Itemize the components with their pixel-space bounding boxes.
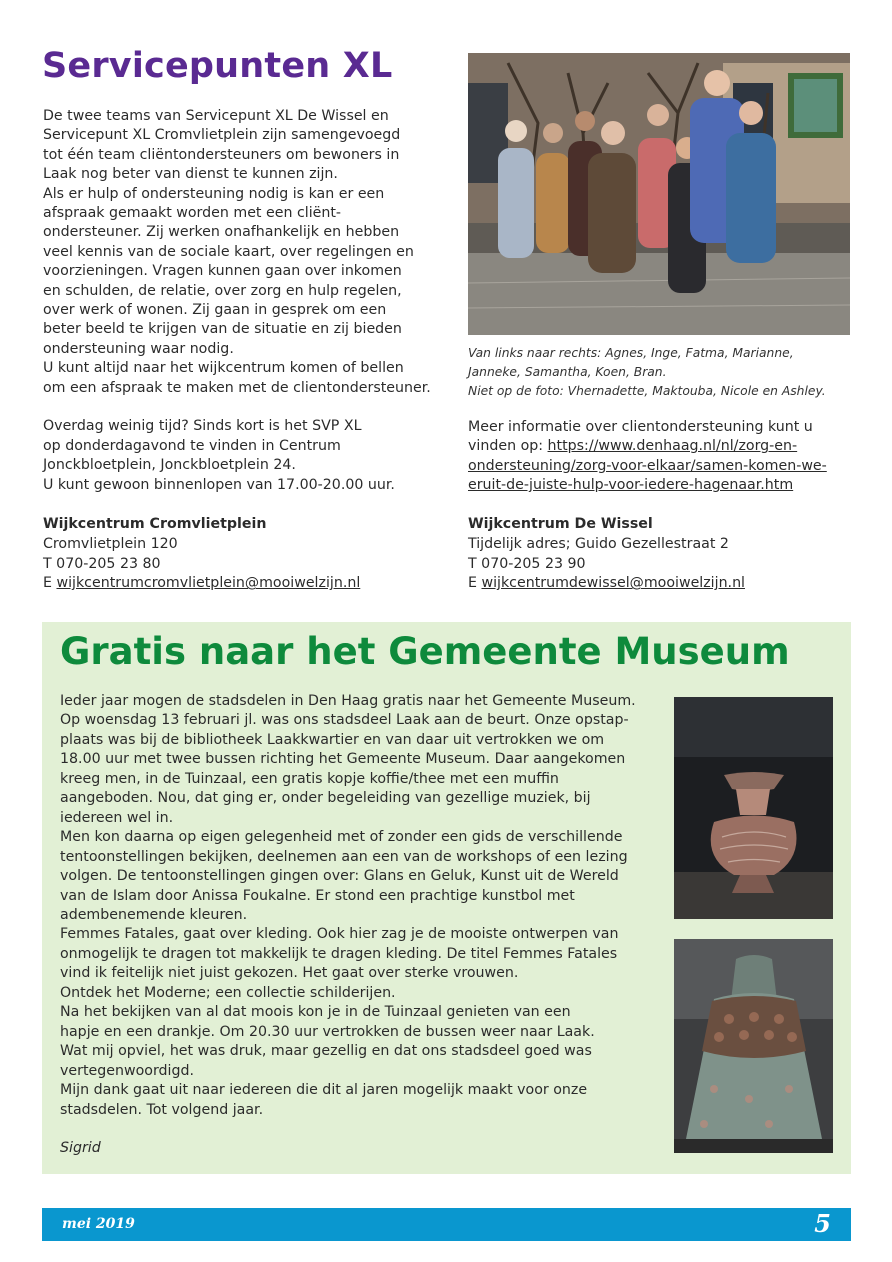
text-line: en schulden, de relatie, over zorg en hulp regelen, — [43, 282, 402, 299]
center-name: Wijkcentrum De Wissel — [468, 516, 653, 532]
page-footer — [42, 1208, 851, 1241]
text-line: Na het bekijken van al dat moois kon je in de Tuinzaal genieten van een — [60, 1004, 571, 1021]
info-link[interactable]: eruit-de-juiste-hulp-voor-iedere-hagenaar.htm — [468, 477, 794, 494]
text-line: over werk of wonen. Zij gaan in gesprek om een — [43, 302, 387, 319]
text-line: Op woensdag 13 februari jl. was ons stadsdeel Laak aan de beurt. Onze opstap- — [60, 712, 629, 729]
text-line — [468, 457, 858, 476]
text-line: tentoonstellingen bekijken, deelnemen aan een van de workshops of een lezing — [60, 848, 628, 865]
text-line: Femmes Fatales, gaat over kleding. Ook hier zag je de mooiste ontwerpen van — [60, 926, 619, 943]
text-line: U kunt altijd naar het wijkcentrum komen of bellen — [43, 360, 404, 377]
text-line: om een afspraak te maken met de clientondersteuner. — [43, 379, 431, 396]
vase-photo — [674, 697, 833, 919]
text-line: Overdag weinig tijd? Sinds kort is het SVP XL — [43, 418, 362, 435]
email-link[interactable]: wijkcentrumcromvlietplein@mooiwelzijn.nl — [56, 575, 361, 592]
center-de-wissel — [468, 515, 868, 594]
text-line: van de Islam door Anissa Foukalne. Er stond een prachtige kunstbol met — [60, 887, 575, 904]
text-line: Laak nog beter van dienst te kunnen zijn. — [43, 166, 338, 183]
text-line — [468, 476, 858, 495]
text-line: voorzieningen. Vragen kunnen gaan over inkomen — [43, 263, 402, 280]
more-info — [468, 418, 858, 496]
page-number: 5 — [814, 1209, 831, 1238]
museum-title: Gratis naar het Gemeente Museum — [60, 630, 790, 673]
signature: Sigrid — [60, 1140, 101, 1157]
center-email-row — [43, 574, 443, 594]
text-line: Ontdek het Moderne; een collectie schilderijen. — [60, 984, 396, 1001]
text-line: Wat mij opviel, het was druk, maar gezellig en dat ons stadsdeel goed was — [60, 1043, 592, 1060]
text-line: veel kennis van de sociale kaart, over regelingen en — [43, 243, 414, 260]
center-address: Cromvlietplein 120 — [43, 535, 178, 552]
text-line: onmogelijk te dragen tot makkelijk te dragen kleding. De titel Femmes Fatales — [60, 945, 618, 962]
caption-line: Van links naar rechts: Agnes, Inge, Fatma, Marianne, — [468, 346, 794, 360]
text-line: op donderdagavond te vinden in Centrum — [43, 437, 341, 454]
text-line: Jonckbloetplein, Jonckbloetplein 24. — [43, 457, 296, 474]
text-line: vind ik feitelijk niet juist gekozen. Het gaat over sterke vrouwen. — [60, 965, 519, 982]
more-info-prefix: vinden op: — [468, 438, 548, 455]
text-line: afspraak gemaakt worden met een cliënt- — [43, 205, 342, 222]
servicepunten-text — [43, 107, 443, 495]
text-line: adembenemende kleuren. — [60, 906, 248, 923]
center-email-row — [468, 574, 868, 594]
text-line — [468, 437, 858, 456]
text-line: beter beeld te krijgen van de situatie en zij bieden — [43, 321, 402, 338]
servicepunten-title: Servicepunten XL — [42, 46, 393, 86]
text-line: volgen. De tentoonstellingen gingen over: Glans en Geluk, Kunst uit de Wereld — [60, 868, 619, 885]
center-cromvlietplein — [43, 515, 443, 594]
center-name: Wijkcentrum Cromvlietplein — [43, 516, 267, 532]
text-line: tot één team cliëntondersteuners om bewoners in — [43, 146, 400, 163]
caption-line: Niet op de foto: Vhernadette, Maktouba, Nicole en Ashley. — [468, 384, 826, 399]
text-line: Men kon daarna op eigen gelegenheid met of zonder een gids de verschillende — [60, 829, 623, 846]
text-line: iedereen wel in. — [60, 809, 174, 826]
text-line: aangeboden. Nou, dat ging er, onder begeleiding van gezellige muziek, bij — [60, 790, 591, 807]
center-phone: T 070-205 23 80 — [43, 555, 161, 572]
team-photo — [468, 53, 850, 335]
dress-photo — [674, 939, 833, 1153]
text-line: U kunt gewoon binnenlopen van 17.00-20.00 uur. — [43, 476, 395, 493]
text-line: stadsdelen. Tot volgend jaar. — [60, 1101, 264, 1118]
text-line: Mijn dank gaat uit naar iedereen die dit al jaren mogelijk maakt voor onze — [60, 1082, 588, 1099]
center-phone: T 070-205 23 90 — [468, 555, 586, 572]
text-line: Ieder jaar mogen de stadsdelen in Den Haag gratis naar het Gemeente Museum. — [60, 693, 636, 709]
center-address: Tijdelijk adres; Guido Gezellestraat 2 — [468, 535, 729, 552]
text-line: kreeg men, in de Tuinzaal, een gratis kopje koffie/thee met een muffin — [60, 770, 559, 787]
text-line: De twee teams van Servicepunt XL De Wissel en — [43, 108, 389, 124]
info-link[interactable]: https://www.denhaag.nl/nl/zorg-en- — [547, 438, 798, 455]
text-line: vertegenwoordigd. — [60, 1062, 194, 1079]
text-line: ondersteuning waar nodig. — [43, 340, 234, 357]
text-line: Als er hulp of ondersteuning nodig is kan er een — [43, 185, 385, 202]
text-line: 18.00 uur met twee bussen richting het Gemeente Museum. Daar aangekomen — [60, 751, 626, 768]
text-line: Meer informatie over clientondersteuning kunt u — [468, 419, 813, 435]
text-line: plaats was bij de bibliotheek Laakkwartier en van daar uit vertrokken we om — [60, 731, 605, 748]
email-prefix: E — [468, 575, 482, 592]
email-prefix: E — [43, 575, 57, 592]
footer-date: mei 2019 — [62, 1216, 135, 1232]
text-line: ondersteuner. Zij werken onafhankelijk en hebben — [43, 224, 400, 241]
text-line: hapje en een drankje. Om 20.30 uur vertrokken de bussen weer naar Laak. — [60, 1023, 595, 1040]
info-link[interactable]: ondersteuning/zorg-voor-elkaar/samen-komen-we- — [468, 457, 827, 474]
photo-caption — [468, 344, 858, 402]
caption-line: Janneke, Samantha, Koen, Bran. — [468, 365, 667, 380]
email-link[interactable]: wijkcentrumdewissel@mooiwelzijn.nl — [481, 575, 745, 592]
museum-text — [60, 692, 660, 1159]
text-line: Servicepunt XL Cromvlietplein zijn samengevoegd — [43, 127, 401, 144]
